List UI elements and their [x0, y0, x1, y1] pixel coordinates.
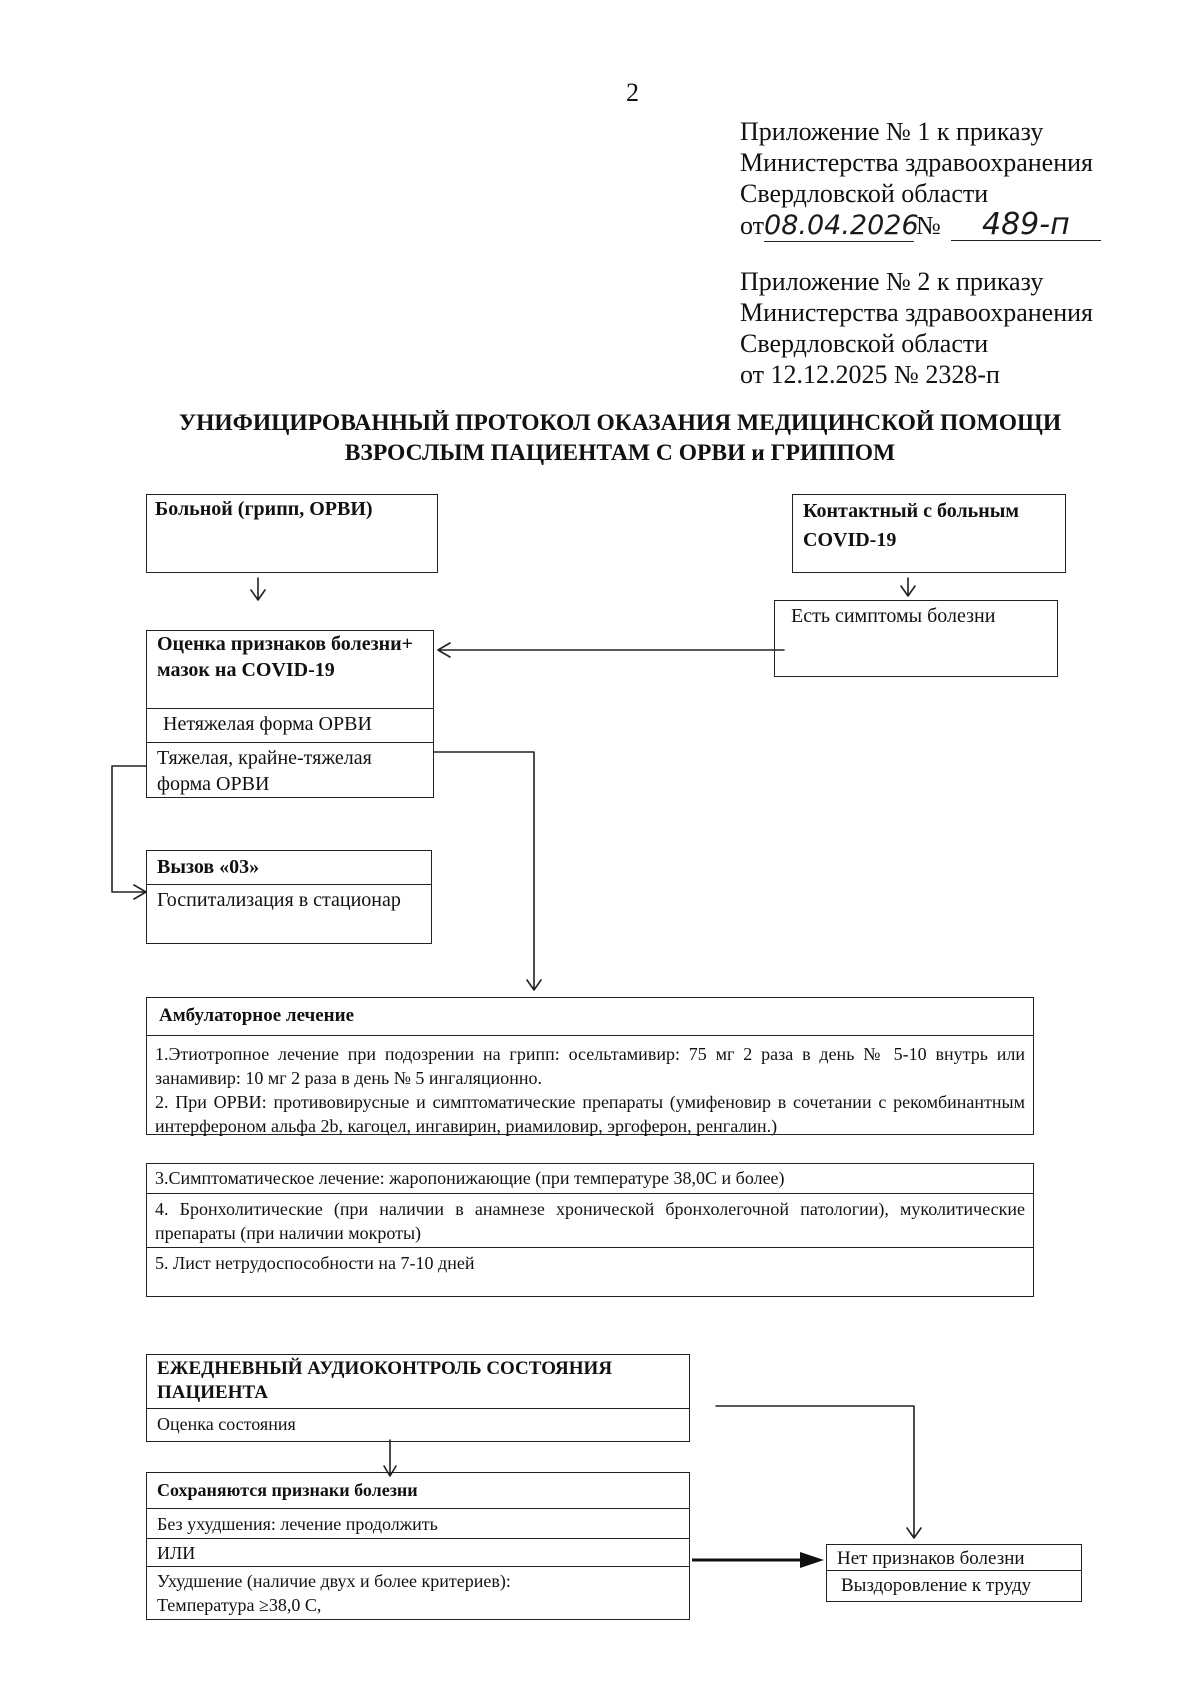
protocol-title [140, 408, 1100, 468]
appendix-1-line-4 [740, 209, 1101, 242]
arrow-audio-to-recovered [716, 1406, 921, 1538]
from-label: от [740, 211, 765, 240]
no-signs-cell: Нет признаков болезни [826, 1544, 1082, 1572]
outpatient-item-5: 5. Лист нетрудоспособности на 7-10 дней [146, 1247, 1034, 1297]
title-line-1: УНИФИЦИРОВАННЫЙ ПРОТОКОЛ ОКАЗАНИЯ МЕДИЦИНСКОЙ ПОМОЩИ [178, 410, 1062, 436]
arrow-audio-to-persist [384, 1440, 396, 1476]
arrow-severe-to-outpatient [434, 752, 541, 990]
patient-box: Больной (грипп, ОРВИ) [146, 494, 438, 573]
worsening-line-1: Ухудшение (наличие двух и более критериев): [157, 1571, 511, 1591]
outpatient-item-4: 4. Бронхолитические (при наличии в анамнезе хронической бронхолегочной патологии), муколитические препараты (при наличии мокроты) [146, 1193, 1034, 1249]
severe-form-cell: Тяжелая, крайне-тяжелая форма ОРВИ [146, 742, 434, 798]
recovery-cell: Выздоровление к труду [826, 1570, 1082, 1602]
handwritten-date: 08.04.2026 [764, 210, 919, 241]
outpatient-items-1-2 [146, 1035, 1034, 1135]
arrow-severe-to-call [112, 766, 146, 899]
appendix-2-line-2: Министерства здравоохранения [740, 298, 1093, 327]
outpatient-item-2: 2. При ОРВИ: противовирусные и симптоматические препараты (умифеновир в сочетании с рекомбинантным интерфероном альфа 2b, кагоцел, ингавирин, риамиловир, эргоферон, ренгалин.) [155, 1092, 1025, 1136]
assessment-box: Оценка признаков болезни+ мазок на COVID-19 [146, 630, 434, 710]
appendix-2-line-3: Свердловской области [740, 329, 989, 358]
arrow-symptoms-to-assessment [438, 643, 784, 657]
number-label: № [916, 211, 941, 240]
appendix-1 [740, 116, 1101, 242]
hospitalization-cell: Госпитализация в стационар [146, 884, 432, 944]
outpatient-item-1: 1.Этиотропное лечение при подозрении на грипп: осельтамивир: 75 мг 2 раза в день № 5-10 внутрь или занамивир: 10 мг 2 раза в день № 5 ингаляционно. [155, 1044, 1025, 1088]
audio-control-sub: Оценка состояния [146, 1408, 690, 1442]
appendix-2-line-1: Приложение № 2 к приказу [740, 267, 1044, 296]
appendix-2 [740, 266, 1093, 390]
arrow-patient-to-assessment [251, 578, 265, 600]
arrow-contact-to-symptoms [901, 578, 915, 596]
persist-header: Сохраняются признаки болезни [146, 1472, 690, 1510]
appendix-1-line-2: Министерства здравоохранения [740, 148, 1093, 177]
persist-no-worsening: Без ухудшения: лечение продолжить [146, 1508, 690, 1540]
appendix-2-line-4: от 12.12.2025 № 2328-п [740, 360, 1000, 389]
symptoms-box: Есть симптомы болезни [774, 600, 1058, 677]
persist-worsening [146, 1566, 690, 1620]
call-03-header: Вызов «03» [146, 850, 432, 886]
page-number: 2 [626, 78, 639, 107]
audio-control-header: ЕЖЕДНЕВНЫЙ АУДИОКОНТРОЛЬ СОСТОЯНИЯ ПАЦИЕНТА [146, 1354, 690, 1410]
appendix-1-line-1: Приложение № 1 к приказу [740, 117, 1044, 146]
appendix-1-line-3: Свердловской области [740, 179, 989, 208]
outpatient-item-3: 3.Симптоматическое лечение: жаропонижающие (при температуре 38,0С и более) [146, 1163, 1034, 1195]
handwritten-number: 489-п [951, 209, 1101, 241]
persist-or: ИЛИ [146, 1538, 690, 1568]
outpatient-header: Амбулаторное лечение [146, 997, 1034, 1037]
mild-form-cell: Нетяжелая форма ОРВИ [146, 708, 434, 744]
contact-box: Контактный с больным COVID-19 [792, 494, 1066, 573]
worsening-line-2: Температура ≥38,0 С, [157, 1595, 322, 1615]
title-line-2: ВЗРОСЛЫМ ПАЦИЕНТАМ С ОРВИ и ГРИППОМ [344, 440, 896, 466]
